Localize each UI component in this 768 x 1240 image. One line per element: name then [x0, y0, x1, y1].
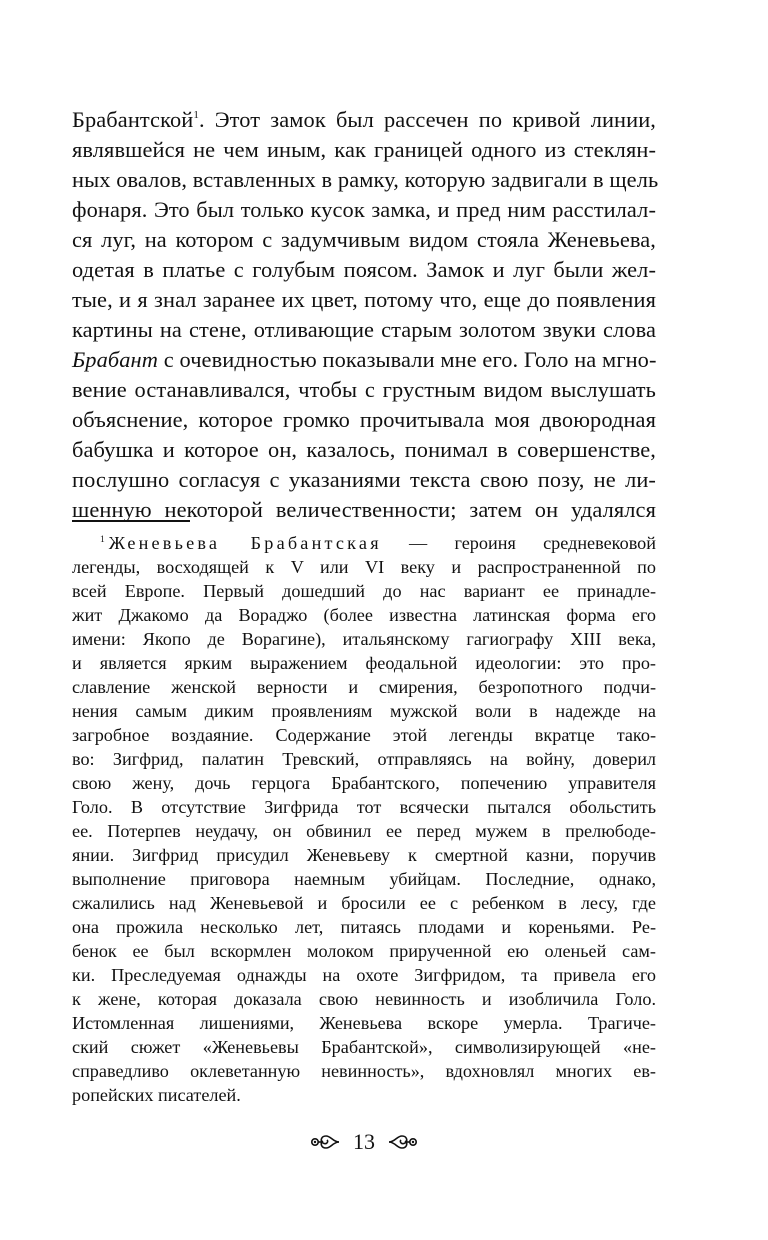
body-text: Брабантской — [72, 107, 194, 132]
footnote-line: ропейских писателей. — [72, 1085, 241, 1105]
body-text: . Этот замок был рассечен по кривой линии, — [198, 107, 656, 132]
footnote-line: справедливо оклеветанную невинность», вдохновлял многих ев- — [72, 1061, 656, 1081]
body-line: объяснение, которое громко прочитывала моя двоюродная — [72, 407, 656, 432]
body-line: одетая в платье с голубым поясом. Замок и луг были жел- — [72, 257, 656, 282]
floral-ornament-right-icon — [385, 1131, 419, 1153]
page-number-area — [304, 1128, 424, 1156]
footnote-line: загробное воздаяние. Содержание этой легенды вкратце тако- — [72, 725, 656, 745]
footnote-separator — [72, 520, 190, 522]
footnote-line: бенок ее был вскормлен молоком прирученной ею оленьей сам- — [72, 941, 656, 961]
footnote-line: нения самым диким проявлениям мужской воли в надежде на — [72, 701, 656, 721]
page — [72, 0, 659, 1240]
body-line: картины на стене, отливающие старым золотом звуки слова — [72, 317, 656, 342]
body-text: с очевидностью показывали мне его. Голо на мгно- — [158, 347, 657, 372]
footnote-marker: 1 — [100, 535, 105, 545]
body-line: шенную некоторой величественности; затем он удалялся — [72, 497, 656, 522]
footnote-line: ки. Преследуемая однажды на охоте Зигфридом, та привела его — [72, 965, 656, 985]
footnote-text: — героиня средневековой — [381, 533, 656, 553]
footnote-line: Голо. В отсутствие Зигфрида тот всячески пытался обольстить — [72, 797, 656, 817]
footnote-line: славление женской верности и смирения, безропотного подчи- — [72, 677, 656, 697]
footnote-line: свою жену, дочь герцога Брабантского, попечению управителя — [72, 773, 656, 793]
body-line — [72, 105, 656, 135]
footnote-line: она прожила несколько лет, питаясь плодами и кореньями. Ре- — [72, 917, 656, 937]
page-number: 13 — [353, 1129, 375, 1154]
footnote-reference[interactable]: 1 — [193, 109, 199, 121]
body-line — [72, 345, 656, 375]
footnote-line: жит Джакомо да Вораджо (более известна латинская форма его — [72, 605, 656, 625]
body-line: ных овалов, вставленных в рамку, которую задвигали в щель — [72, 167, 659, 192]
body-line: вение останавливался, чтобы с грустным видом выслушать — [72, 377, 656, 402]
footnote-line: имени: Якопо де Ворагине), итальянскому гагиографу XIII века, — [72, 629, 656, 649]
footnote-line: сжалились над Женевьевой и бросили ее с ребенком в лесу, где — [72, 893, 656, 913]
body-line: тые, и я знал заранее их цвет, потому что, еще до появления — [72, 287, 656, 312]
footnote-line: выполнение приговора наемным убийцам. Последние, однако, — [72, 869, 656, 889]
footnote-line: янии. Зигфрид присудил Женевьеву к смертной казни, поручив — [72, 845, 656, 865]
footnote-line: и является ярким выражением феодальной идеологии: это про- — [72, 653, 656, 673]
footnote-term: Женевьева Брабантская — [108, 533, 382, 553]
body-line: бабушка и которое он, казалось, понимал в совершенстве, — [72, 437, 656, 462]
footnote-line: к жене, которая доказала свою невинность и изобличила Голо. — [72, 989, 656, 1009]
floral-ornament-left-icon — [309, 1131, 343, 1153]
footnote-line: ский сюжет «Женевьевы Брабантской», символизирующей «не- — [72, 1037, 656, 1057]
body-line: фонаря. Это был только кусок замка, и пред ним расстилал- — [72, 197, 656, 222]
footnote-line: легенды, восходящей к V или VI веку и распространенной по — [72, 557, 656, 577]
footnote-line: ее. Потерпев неудачу, он обвинил ее перед мужем в прелюбоде- — [72, 821, 656, 841]
footnote-line: во: Зигфрид, палатин Тревский, отправляясь на войну, доверил — [72, 749, 656, 769]
footnote-line: Истомленная лишениями, Женевьева вскоре умерла. Трагиче- — [72, 1013, 656, 1033]
footnote-line — [72, 531, 656, 555]
body-line: послушно согласуя с указаниями текста свою позу, не ли- — [72, 467, 656, 492]
italic-term: Брабант — [72, 347, 159, 372]
body-line: являвшейся не чем иным, как границей одного из стеклян- — [72, 137, 656, 162]
body-line: ся луг, на котором с задумчивым видом стояла Женевьева, — [72, 227, 656, 252]
footnote-line: всей Европе. Первый дошедший до нас вариант ее принадле- — [72, 581, 656, 601]
